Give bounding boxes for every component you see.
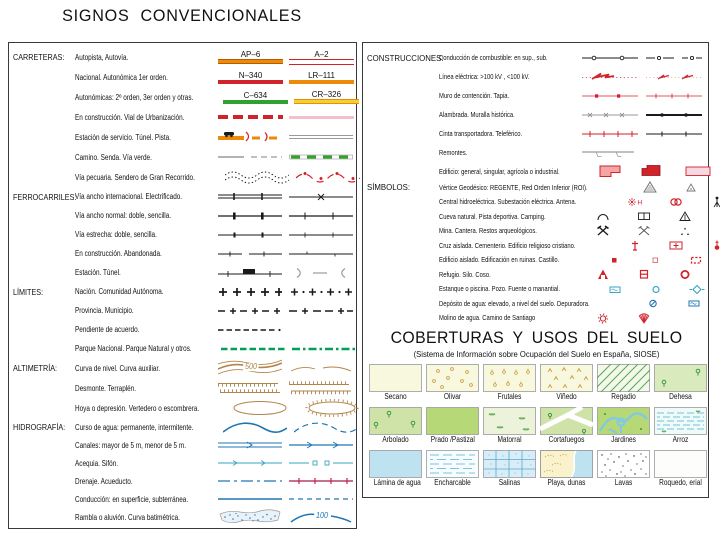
row-via-internacional: FERROCARRILES: Vía ancho internacional. Electrificado. bbox=[13, 187, 354, 206]
symbol-teleferico bbox=[646, 127, 702, 141]
symbol-sendero-gr bbox=[296, 169, 361, 185]
section-limites: LÍMITES: bbox=[13, 286, 44, 297]
icon-fuente-manantial bbox=[676, 282, 717, 296]
symbol-via-normal-doble bbox=[218, 208, 283, 224]
symbol-acequia bbox=[218, 455, 283, 471]
page-title: SIGNOS CONVENCIONALES bbox=[62, 6, 302, 25]
left-legend-panel bbox=[8, 42, 357, 529]
symbol-combustible-superficie bbox=[582, 51, 638, 65]
symbol-ffcc-tunel bbox=[289, 265, 354, 281]
icon-estanque-piscina bbox=[594, 282, 635, 296]
row-vertice: SÍMBOLOS: Vértice Geodésico: REGENTE, Red Orden Inferior (ROI). bbox=[367, 180, 706, 195]
symbol-limite-ccaa bbox=[289, 284, 354, 300]
row-curva-nivel: ALTIMETRÍA: Curva de nivel. Curva auxiliar. 500 bbox=[13, 358, 354, 378]
row-molino: Molino de agua. Camino de Santiago bbox=[367, 311, 706, 326]
row-autopista: CARRETERAS: Autopista, Autovía. AP–6 A–2 bbox=[13, 47, 354, 67]
symbol-autonomica2-c634: C–634 bbox=[223, 91, 288, 104]
symbol-tapia bbox=[646, 89, 702, 103]
right-legend-panel bbox=[362, 42, 709, 498]
section-carreteras: CARRETERAS: bbox=[13, 52, 65, 62]
icon-pozo bbox=[635, 282, 676, 296]
symbol-remontes bbox=[582, 146, 638, 160]
symbol-via-estrecha-sencilla bbox=[289, 227, 354, 243]
symbol-combustible-subterranea bbox=[646, 51, 702, 65]
row-drenaje: Drenaje. Acueducto. bbox=[13, 472, 354, 490]
symbol-pista bbox=[289, 129, 354, 145]
icon-cementerio bbox=[655, 238, 696, 252]
symbol-camino-senda bbox=[218, 149, 283, 165]
row-provincia: Provincia. Municipio. bbox=[13, 301, 354, 320]
row-edificio: Edificio: general, singular, agrícola o industrial. bbox=[367, 162, 706, 180]
symbol-estacion-servicio-tunel bbox=[218, 129, 283, 145]
row-refugio: Refugio. Silo. Coso. bbox=[367, 267, 706, 282]
symbol-vertedero bbox=[301, 399, 366, 417]
contour-label: 500 bbox=[244, 361, 257, 371]
row-ffcc-construccion: En construcción. Abandonada. bbox=[13, 244, 354, 263]
row-via-normal: Vía ancho normal: doble, sencilla. bbox=[13, 206, 354, 225]
section-ferrocarriles: FERROCARRILES: bbox=[13, 191, 77, 202]
swatch-salinas: Salinas bbox=[483, 450, 536, 488]
icon-vertice-regente bbox=[629, 180, 670, 194]
swatch-lamina-agua: Lámina de agua bbox=[369, 450, 422, 488]
row-cruz: Cruz aislada. Cementerio. Edificio religioso cristiano. bbox=[367, 238, 706, 253]
swatch-secano: Secano bbox=[369, 364, 422, 402]
symbol-drenaje bbox=[218, 473, 283, 489]
icon-deposito-elevado bbox=[632, 296, 673, 310]
symbol-via-verde bbox=[289, 149, 354, 165]
symbol-edificios bbox=[594, 163, 718, 179]
symbol-curva-auxiliar bbox=[289, 359, 354, 377]
symbol-vial-urbanizacion bbox=[289, 116, 354, 119]
symbol-rambla bbox=[218, 509, 283, 525]
icon-edificio-religioso bbox=[696, 238, 720, 252]
row-mina: Mina. Cantera. Restos arqueológicos. bbox=[367, 224, 706, 239]
row-parque: Parque Nacional. Parque Natural y otros. bbox=[13, 339, 354, 358]
icon-depuradora bbox=[714, 296, 720, 310]
symbol-curva-nivel bbox=[218, 359, 283, 377]
symbol-via-pecuaria bbox=[225, 169, 290, 185]
row-canales: Canales: mayor de 5 m, menor de 5 m. bbox=[13, 436, 354, 454]
section-construcciones: CONSTRUCCIONES: bbox=[367, 52, 444, 63]
landcover-title: COBERTURAS Y USOS DEL SUELO bbox=[390, 329, 683, 347]
swatch-arbolado: Arbolado bbox=[369, 407, 422, 445]
symbol-via-internacional bbox=[218, 189, 283, 205]
symbol-via-normal-sencilla bbox=[289, 208, 354, 224]
swatch-dehesa: Dehesa bbox=[654, 364, 707, 402]
swatch-prado: Prado /Pastizal bbox=[426, 407, 479, 445]
swatch-lavas: Lavas bbox=[597, 450, 650, 488]
row-cueva: Cueva natural. Pista deportiva. Camping. bbox=[367, 209, 706, 224]
row-estacion-tunel: Estación. Túnel. bbox=[13, 263, 354, 282]
row-deposito: Depósito de agua: elevado, a nivel del suelo. Depuradora. bbox=[367, 296, 706, 311]
row-curso-agua: HIDROGRAFÍA: Curso de agua: permanente, intermitente. bbox=[13, 418, 354, 436]
icon-mina bbox=[582, 224, 623, 238]
symbol-muralla-historica bbox=[646, 108, 702, 122]
symbol-curso-intermitente bbox=[294, 419, 359, 435]
swatch-roquedo: Roquedo, erial bbox=[654, 450, 707, 488]
symbol-limite-municipio bbox=[289, 303, 354, 319]
row-autonomicas: Autonómicas: 2º orden, 3er orden y otras. C–634 CR–326 bbox=[13, 87, 354, 107]
icon-castillo bbox=[675, 253, 716, 267]
row-via-estrecha: Vía estrecha: doble, sencilla. bbox=[13, 225, 354, 244]
row-cinta: Cinta transportadora. Teleférico. bbox=[367, 124, 706, 143]
symbol-ffcc-abandonada bbox=[289, 246, 354, 262]
symbol-cinta-transportadora bbox=[582, 127, 638, 141]
section-altimetria: ALTIMETRÍA: bbox=[13, 363, 58, 373]
symbol-autonomica3-cr326: CR–326 bbox=[294, 90, 359, 104]
icon-camping bbox=[664, 209, 705, 223]
symbol-carretera-construccion bbox=[218, 115, 283, 119]
icon-coso bbox=[664, 267, 705, 281]
symbol-autopista-ap6: AP–6 bbox=[218, 50, 283, 64]
symbol-curso-permanente bbox=[223, 419, 288, 435]
row-conduccion-agua: Conducción: en superficie, subterránea. bbox=[13, 490, 354, 508]
row-combustible: CONSTRUCCIONES: Conducción de combustible: en sup., sub. bbox=[367, 48, 706, 67]
symbol-parque-natural bbox=[292, 341, 357, 357]
symbol-curva-batimetrica bbox=[289, 509, 354, 525]
icon-deposito-suelo bbox=[673, 296, 714, 310]
swatch-frutales: Frutales bbox=[483, 364, 536, 402]
symbol-via-estrecha-doble bbox=[218, 227, 283, 243]
icon-restos-arqueologicos bbox=[664, 224, 705, 238]
symbol-nacional-n340: N–340 bbox=[218, 71, 283, 84]
swatch-jardines: Jardines bbox=[597, 407, 650, 445]
landcover-subtitle: (Sistema de Información sobre Ocupación del Suelo en España, SIOSE) bbox=[413, 349, 660, 359]
icon-central-hidroelectrica bbox=[615, 195, 656, 209]
row-via-pecuaria: Vía pecuaria. Sendero de Gran Recorrido. bbox=[13, 167, 354, 187]
icon-edificacion-ruinas bbox=[634, 253, 675, 267]
symbol-linea-100kv-menos bbox=[646, 70, 702, 84]
swatch-vinedo: Viñedo bbox=[540, 364, 593, 402]
symbol-ffcc-construccion bbox=[218, 246, 283, 262]
icon-cueva-natural bbox=[582, 209, 623, 223]
symbol-hoya-depresion bbox=[230, 399, 295, 417]
symbol-desmonte bbox=[218, 379, 283, 397]
section-simbolos: SÍMBOLOS: bbox=[367, 182, 411, 193]
row-desmonte: Desmonte. Terraplén. bbox=[13, 378, 354, 398]
swatch-encharcable: Encharcable bbox=[426, 450, 479, 488]
swatch-matorral: Matorral bbox=[483, 407, 536, 445]
icon-cantera bbox=[623, 224, 664, 238]
icon-vertice-roi bbox=[670, 180, 711, 194]
icon-refugio bbox=[582, 267, 623, 281]
symbol-linea-100kv-mas bbox=[582, 70, 638, 84]
icon-silo bbox=[623, 267, 664, 281]
row-pendiente: Pendiente de acuerdo. bbox=[13, 320, 354, 339]
row-nacion: LÍMITES: Nación. Comunidad Autónoma. bbox=[13, 282, 354, 301]
symbol-pendiente-acuerdo bbox=[218, 322, 283, 338]
row-acequia: Acequia. Sifón. bbox=[13, 454, 354, 472]
symbol-alambrada bbox=[582, 108, 638, 122]
row-camino-senda: Camino. Senda. Vía verde. bbox=[13, 147, 354, 167]
icon-pista-deportiva bbox=[623, 209, 664, 223]
symbol-canal-mayor bbox=[218, 437, 283, 453]
swatch-olivar: Olivar bbox=[426, 364, 479, 402]
row-edificio-aislado: Edificio aislado. Edificación en ruinas. Castillo. bbox=[367, 253, 706, 268]
swatch-regadio: Regadio bbox=[597, 364, 650, 402]
row-linea-electrica: Línea eléctrica: >100 kV , <100 kV. bbox=[367, 67, 706, 86]
symbol-limite-provincia bbox=[218, 303, 283, 319]
symbol-limite-nacion bbox=[218, 284, 283, 300]
symbol-parque-nacional bbox=[221, 341, 286, 357]
row-remontes: Remontes. bbox=[367, 143, 706, 162]
row-en-construccion-vial: En construcción. Vial de Urbanización. bbox=[13, 107, 354, 127]
icon-molino-agua bbox=[582, 311, 623, 325]
symbol-canal-menor bbox=[289, 437, 354, 453]
swatch-playa-dunas: Playa, dunas bbox=[540, 450, 593, 488]
row-estacion-servicio: Estación de servicio. Túnel. Pista. bbox=[13, 127, 354, 147]
swatch-arroz: Arroz bbox=[654, 407, 707, 445]
row-muro: Muro de contención. Tapia. bbox=[367, 86, 706, 105]
row-rambla: Rambla o aluvión. Curva batimétrica. 100 bbox=[13, 508, 354, 526]
symbol-estacion bbox=[218, 265, 283, 281]
icon-subestacion-electrica bbox=[656, 195, 697, 209]
symbol-conduccion-subterranea bbox=[289, 491, 354, 507]
symbol-autonomica1-lr111: LR–111 bbox=[289, 71, 354, 84]
icon-camino-santiago bbox=[623, 311, 664, 325]
symbol-muro-contencion bbox=[582, 89, 638, 103]
row-central: Central hidroeléctrica. Subestación eléctrica. Antena. H bbox=[367, 195, 706, 210]
landcover-grid bbox=[367, 364, 706, 488]
section-hidrografia: HIDROGRAFÍA: bbox=[13, 422, 66, 432]
swatch-cortafuegos: Cortafuegos bbox=[540, 407, 593, 445]
symbol-sifon bbox=[289, 455, 354, 471]
icon-antena bbox=[697, 195, 720, 209]
bathymetric-label: 100 bbox=[315, 510, 328, 520]
row-estanque: Estanque o piscina. Pozo. Fuente o manantial. bbox=[367, 282, 706, 297]
symbol-electrificado bbox=[289, 189, 354, 205]
row-nacional: Nacional. Autonómica 1er orden. N–340 LR–111 bbox=[13, 67, 354, 87]
symbol-acueducto bbox=[289, 473, 354, 489]
svg-text:H: H bbox=[637, 199, 643, 207]
icon-cruz-aislada bbox=[614, 238, 655, 252]
row-hoya: Hoya o depresión. Vertedero o escombrera. bbox=[13, 398, 354, 418]
symbol-autovia-a2: A–2 bbox=[289, 50, 354, 65]
symbol-terraplen bbox=[289, 379, 354, 397]
symbol-conduccion-superficie bbox=[218, 491, 283, 507]
row-alambrada: Alambrada. Muralla histórica. bbox=[367, 105, 706, 124]
icon-edificio-aislado bbox=[593, 253, 634, 267]
